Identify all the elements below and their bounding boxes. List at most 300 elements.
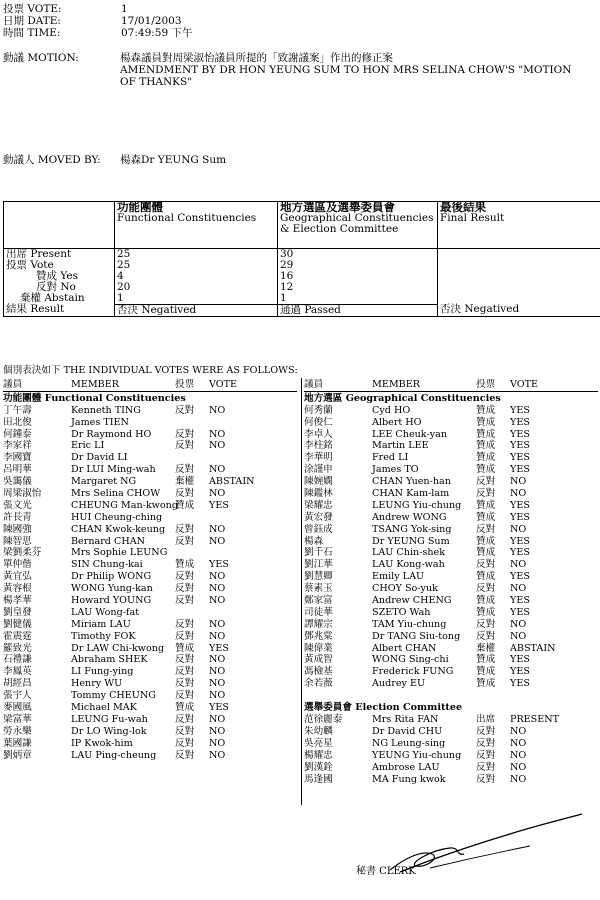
row-abstain-label: 棄權 Abstain [20,292,85,304]
member-vote-zh: 贊成 [476,535,496,547]
motion-label: 動議 MOTION: [3,52,79,64]
member-vote-zh [175,512,209,524]
member-vote-en: NO [209,404,226,416]
member-name-en: Albert CHAN [372,642,437,654]
member-name-zh: 周梁淑怡 [3,488,42,500]
fc-vote-list [3,405,297,762]
fc-vote-column [3,379,297,762]
member-vote-en: NO [209,725,226,737]
col-vote-zh: 投票 [175,379,195,390]
member-name-en: WONG Yung-kan [71,583,153,595]
fc-member-row [3,702,297,714]
member-vote-zh: 反對 [175,428,195,440]
gc-member-row [304,536,598,548]
col-member-zh: 議員 [304,379,324,390]
member-vote-en: NO [209,523,226,535]
member-name-zh: 朱幼麟 [304,725,333,737]
motion-en: AMENDMENT BY DR HON YEUNG SUM TO HON MRS SELINA CHOW'S "MOTION OF THANKS" [120,64,572,88]
member-vote-en [209,452,267,464]
member-vote-zh: 贊成 [476,571,496,583]
fc-header-zh: 功能團體 [117,200,163,214]
gc-member-row [304,619,598,631]
member-vote-zh: 反對 [175,535,195,547]
member-vote-zh: 反對 [175,583,195,595]
member-vote-en [209,547,267,559]
member-name-zh: 霍震霆 [3,630,32,642]
gc-member-row [304,643,598,655]
member-vote-en: YES [510,440,530,452]
member-name-zh: 李家祥 [3,440,32,452]
member-vote-zh: 反對 [476,523,496,535]
member-vote-en: PRESENT [510,714,560,726]
row-present-label: 出席 Present [6,248,72,260]
fc-member-row [3,476,297,488]
member-vote-en: YES [510,499,530,511]
member-name-zh: 吳靄儀 [3,476,32,488]
member-name-zh: 陳鑑林 [304,488,333,500]
gc-member-row [304,452,598,464]
member-name-en: Ambrose LAU [372,761,440,773]
member-vote-zh: 贊成 [476,428,496,440]
fc-section-title: 功能團體 Functional Constituencies [3,392,186,404]
member-vote-en [209,607,267,619]
gc-member-row [304,559,598,571]
member-name-en: Henry WU [71,678,123,690]
gc-vote-header [304,379,598,392]
member-name-en: Dr YEUNG Sum [372,535,450,547]
ec-vote-list [304,714,598,785]
member-name-en: Timothy FOK [71,630,136,642]
member-vote-en: ABSTAIN [209,476,255,488]
member-name-en: NG Leung-sing [372,737,446,749]
member-vote-zh: 反對 [476,737,496,749]
individual-votes-title: 個別表決如下 THE INDIVIDUAL VOTES WERE AS FOLLOWS: [3,365,298,376]
fc-member-row [3,440,297,452]
member-vote-en: YES [510,535,530,547]
member-name-en: LAU Wong-fat [71,606,140,618]
member-name-zh: 楊森 [304,535,324,547]
member-vote-en: YES [510,654,530,666]
fc-member-row [3,547,297,559]
date-row [3,15,182,27]
fc-vote-header [3,379,297,392]
fc-member-row [3,643,297,655]
fc-member-row [3,583,297,595]
member-name-zh: 胡經昌 [3,678,32,690]
member-name-zh: 李華明 [304,452,333,464]
member-name-en: LI Fung-ying [71,666,134,678]
member-vote-zh: 反對 [175,654,195,666]
fc-abstain: 1 [117,292,124,304]
final-header [438,202,600,249]
date-value: 17/01/2003 [121,15,182,27]
member-name-zh: 劉江華 [304,559,333,571]
member-vote-en: NO [209,690,226,702]
ec-section-title: 選舉委員會 Election Committee [304,702,463,714]
member-name-en: James TO [372,464,419,476]
member-name-zh: 劉皇發 [3,606,32,618]
member-name-zh: 何俊仁 [304,416,333,428]
member-name-en: Dr Philip WONG [71,571,152,583]
member-name-en: TSANG Yok-sing [372,523,452,535]
member-name-en: Bernard CHAN [71,535,146,547]
final-header-en: Final Result [440,212,505,224]
time-value: 07:49:59 下午 [121,27,193,39]
summary-body-row [4,249,600,317]
gc-vote-list [304,405,598,690]
member-vote-zh: 贊成 [476,678,496,690]
fc-present: 25 [117,248,131,260]
member-name-en: Frederick FUNG [372,666,454,678]
member-vote-en: NO [510,583,527,595]
member-vote-zh: 反對 [476,749,496,761]
member-name-zh: 李國寶 [3,452,32,464]
member-name-en: IP Kwok-him [71,737,133,749]
final-values [438,249,600,317]
member-name-zh: 黃宜弘 [3,571,32,583]
member-vote-en: NO [209,737,226,749]
member-vote-en: NO [209,428,226,440]
member-name-zh: 楊孝華 [3,595,32,607]
member-vote-zh: 反對 [476,559,496,571]
member-vote-en: YES [510,452,530,464]
member-vote-en: YES [510,571,530,583]
member-vote-zh: 反對 [175,618,195,630]
gc-member-row [304,583,598,595]
gc-header-zh: 地方選區及選舉委員會 [280,200,395,214]
row-labels [4,249,115,317]
member-vote-zh [175,417,209,429]
member-name-en: Mrs Sophie LEUNG [71,547,168,559]
member-vote-en: NO [510,773,527,785]
member-name-en: Dr LUI Ming-wah [71,464,156,476]
gc-member-row [304,547,598,559]
member-name-en: LEE Cheuk-yan [372,428,448,440]
member-vote-zh: 反對 [476,630,496,642]
fc-no: 20 [117,281,131,293]
member-name-zh: 何秀蘭 [304,404,333,416]
row-no-label: 反對 No [36,281,76,293]
member-name-zh: 譚耀宗 [304,618,333,630]
member-vote-en: NO [510,618,527,630]
member-name-zh: 余若薇 [304,678,333,690]
member-name-zh: 李卓人 [304,428,333,440]
fc-member-row [3,678,297,690]
member-name-en: MA Fung kwok [372,773,446,785]
member-name-zh: 范徐麗泰 [304,714,343,726]
member-name-en: Kenneth TING [71,404,141,416]
member-vote-en: NO [209,630,226,642]
gc-header-en: Geographical Constituencies & Election Committee [280,212,434,235]
gc-yes: 16 [280,270,294,282]
row-yes-label: 贊成 Yes [36,270,78,282]
member-name-en: LAU Chin-shek [372,547,446,559]
gc-header [278,202,438,249]
member-vote-zh: 反對 [476,725,496,737]
row-result-label: 結果 Result [6,303,65,315]
member-vote-zh: 反對 [175,737,195,749]
member-name-zh: 馮檢基 [304,666,333,678]
member-name-en: SIN Chung-kai [71,559,143,571]
member-name-en: Margaret NG [71,476,137,488]
member-name-zh: 陳婉嫻 [304,476,333,488]
member-vote-en: NO [209,440,226,452]
member-name-en: LEUNG Yiu-chung [372,499,462,511]
gc-member-row [304,571,598,583]
member-vote-en [209,512,267,524]
member-vote-zh: 反對 [175,749,195,761]
member-name-zh: 司徒華 [304,606,333,618]
member-name-zh: 馬逢國 [304,773,333,785]
fc-vote: 25 [117,259,131,271]
member-vote-en: YES [209,642,229,654]
member-vote-en: NO [209,678,226,690]
member-vote-zh: 反對 [175,678,195,690]
member-name-zh: 陳偉業 [304,642,333,654]
member-vote-zh [175,607,209,619]
member-vote-zh: 反對 [175,523,195,535]
col-vote-en: VOTE [510,379,539,390]
member-name-en: LAU Ping-cheung [71,749,157,761]
member-name-zh: 李鳳英 [3,666,32,678]
results-summary-table [3,201,600,317]
member-name-en: CHAN Kam-lam [372,488,450,500]
ec-member-row [304,726,598,738]
member-vote-zh: 贊成 [476,464,496,476]
member-name-en: Dr LO Wing-lok [71,725,147,737]
gc-present: 30 [280,248,294,260]
member-name-zh: 田北俊 [3,416,32,428]
member-vote-zh: 贊成 [476,452,496,464]
member-vote-zh: 反對 [175,690,195,702]
member-name-en: YEUNG Yiu-chung [372,749,462,761]
ec-member-row [304,774,598,786]
member-vote-en: YES [510,428,530,440]
member-vote-en: ABSTAIN [510,642,556,654]
member-name-zh: 鄧兆棠 [304,630,333,642]
member-name-en: Dr Raymond HO [71,428,152,440]
gc-vote: 29 [280,259,294,271]
member-name-en: LAU Kong-wah [372,559,445,571]
member-vote-en [209,417,267,429]
member-vote-zh: 贊成 [476,511,496,523]
member-vote-zh: 反對 [175,404,195,416]
member-vote-en: YES [510,547,530,559]
fc-member-row [3,750,297,762]
gc-member-row [304,678,598,690]
fc-result: 否決 Negatived [115,304,277,316]
member-vote-zh: 反對 [476,583,496,595]
member-name-en: Cyd HO [372,404,411,416]
fc-yes: 4 [117,270,124,282]
member-vote-zh: 反對 [476,488,496,500]
member-vote-zh: 反對 [175,725,195,737]
fc-member-row [3,500,297,512]
member-name-zh: 麥國風 [3,702,32,714]
member-vote-zh: 反對 [476,476,496,488]
vote-number-label: 投票 VOTE: [3,3,62,15]
fc-values [115,249,278,317]
fc-member-row [3,417,297,429]
time-label: 時間 TIME: [3,27,61,39]
member-vote-en: NO [510,630,527,642]
member-name-zh: 楊耀忠 [304,749,333,761]
member-name-en: CHAN Yuen-han [372,476,451,488]
member-name-zh: 陳國強 [3,523,32,535]
fc-member-row [3,452,297,464]
final-header-zh: 最後結果 [440,200,486,214]
member-name-en: Howard YOUNG [71,595,152,607]
member-vote-zh: 贊成 [175,702,195,714]
member-vote-zh: 贊成 [476,595,496,607]
gc-member-row [304,488,598,500]
fc-member-row [3,559,297,571]
member-vote-en: YES [209,702,229,714]
member-name-zh: 張文光 [3,499,32,511]
fc-member-row [3,666,297,678]
member-vote-en: YES [510,416,530,428]
ec-member-row [304,762,598,774]
gc-member-row [304,405,598,417]
member-name-en: CHAN Kwok-keung [71,523,166,535]
member-vote-en: YES [510,404,530,416]
clerk-label: 秘書 CLERK [356,866,416,877]
member-name-en: Michael MAK [71,702,137,714]
gc-section-title: 地方選區 Geographical Constituencies [304,392,501,404]
member-vote-zh: 贊成 [476,416,496,428]
fc-member-row [3,595,297,607]
gc-member-row [304,464,598,476]
col-member-en: MEMBER [71,379,119,390]
member-name-zh: 何鍾泰 [3,428,32,440]
member-name-en: James TIEN [71,416,129,428]
row-vote-label: 投票 Vote [6,259,54,271]
member-vote-en: NO [209,595,226,607]
member-name-en: Dr TANG Siu-tong [372,630,461,642]
member-vote-en: YES [209,499,229,511]
gc-member-row [304,654,598,666]
gc-member-row [304,631,598,643]
member-vote-zh: 反對 [175,595,195,607]
member-vote-zh [175,452,209,464]
member-vote-zh: 贊成 [476,666,496,678]
member-name-zh: 梁耀忠 [304,499,333,511]
motion-text [120,52,590,88]
member-vote-en: YES [510,678,530,690]
col-vote-en: VOTE [209,379,238,390]
member-name-en: Abraham SHEK [71,654,148,666]
fc-member-row [3,631,297,643]
member-name-en: Mrs Rita FAN [372,714,439,726]
moved-by-label: 動議人 MOVED BY: [3,154,101,166]
member-name-en: Dr David LI [71,452,128,464]
col-member-en: MEMBER [372,379,420,390]
ec-member-row [304,714,598,726]
fc-member-row [3,464,297,476]
summary-header-row [4,202,600,249]
member-vote-en: NO [510,488,527,500]
column-divider [301,378,302,805]
member-vote-en: NO [209,583,226,595]
member-name-en: Andrew CHENG [372,595,452,607]
member-name-zh: 梁劉柔芬 [3,547,42,559]
member-name-zh: 劉漢銓 [304,761,333,773]
member-name-zh: 葉國謙 [3,737,32,749]
member-vote-en: YES [510,606,530,618]
member-name-zh: 蔡素玉 [304,583,333,595]
member-name-zh: 涂謹申 [304,464,333,476]
member-name-zh: 吳亮星 [304,737,333,749]
member-vote-zh: 贊成 [476,654,496,666]
member-vote-zh: 贊成 [175,559,195,571]
fc-member-row [3,726,297,738]
fc-member-row [3,488,297,500]
date-label: 日期 DATE: [3,15,61,27]
gc-member-row [304,417,598,429]
member-vote-zh: 反對 [175,488,195,500]
member-name-en: Miriam LAU [71,618,131,630]
member-vote-en: NO [209,618,226,630]
fc-member-row [3,571,297,583]
fc-member-row [3,512,297,524]
member-vote-zh: 反對 [175,713,195,725]
member-vote-zh: 反對 [476,618,496,630]
member-vote-en: YES [510,464,530,476]
member-name-en: Audrey EU [372,678,426,690]
member-vote-zh: 反對 [175,571,195,583]
time-row [3,27,193,39]
member-name-zh: 黃宏發 [304,511,333,523]
member-vote-zh: 贊成 [175,642,195,654]
member-vote-en: NO [209,535,226,547]
member-vote-zh: 反對 [175,630,195,642]
gc-no: 12 [280,281,294,293]
member-name-en: Eric LI [71,440,105,452]
member-vote-en: YES [510,595,530,607]
member-vote-zh: 出席 [476,714,496,726]
fc-member-row [3,690,297,702]
gc-member-row [304,595,598,607]
member-vote-en: NO [510,749,527,761]
member-name-en: CHOY So-yuk [372,583,438,595]
col-member-zh: 議員 [3,379,23,390]
gc-result: 通過 Passed [278,304,437,316]
member-vote-en: NO [209,666,226,678]
member-name-en: LEUNG Fu-wah [71,713,148,725]
member-vote-en: NO [510,559,527,571]
member-vote-zh: 反對 [476,773,496,785]
member-name-zh: 劉慧卿 [304,571,333,583]
member-name-en: WONG Sing-chi [372,654,449,666]
member-name-zh: 羅致光 [3,642,32,654]
member-name-en: Martin LEE [372,440,429,452]
gc-member-row [304,524,598,536]
col-vote-zh: 投票 [476,379,496,390]
member-vote-en: NO [209,654,226,666]
gc-member-row [304,440,598,452]
member-name-en: Dr LAW Chi-kwong [71,642,165,654]
member-vote-zh: 反對 [175,440,195,452]
gc-values [278,249,438,317]
member-name-en: Andrew WONG [372,511,447,523]
member-name-zh: 鄭家富 [304,595,333,607]
member-vote-en: NO [209,488,226,500]
member-vote-en: NO [209,571,226,583]
member-name-en: Dr David CHU [372,725,443,737]
member-vote-zh [175,547,209,559]
member-vote-en: YES [510,666,530,678]
member-vote-en: NO [510,523,527,535]
